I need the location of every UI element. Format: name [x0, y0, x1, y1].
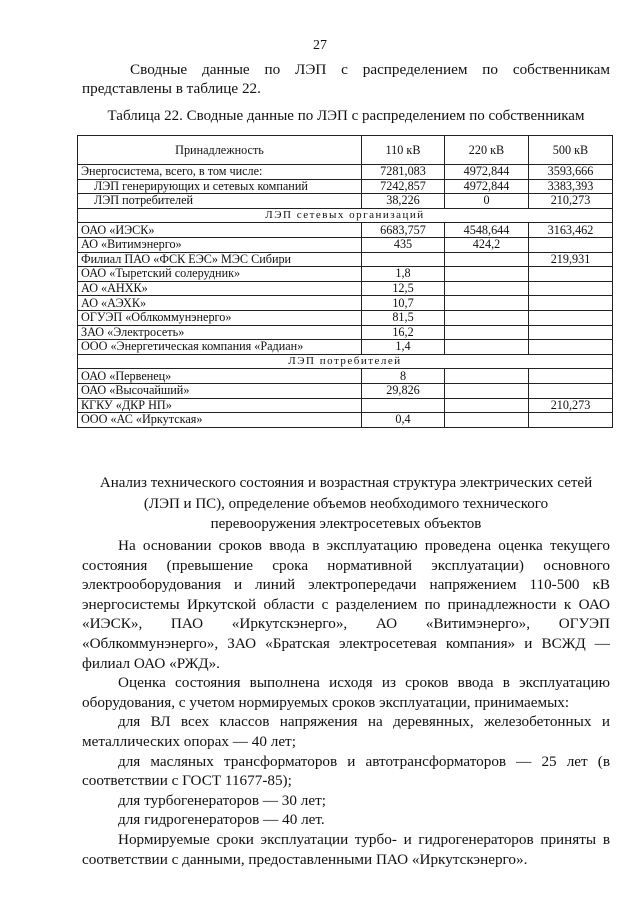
cell-220: [445, 267, 529, 282]
table-row: [78, 325, 613, 340]
table-row: [78, 296, 613, 311]
section-row: [78, 208, 613, 223]
cell-110: 38,226: [362, 194, 445, 209]
section-heading-line-1: Анализ технического состояния и возрастная структура электрических сетей: [99, 475, 593, 491]
cell-500: [529, 267, 613, 282]
table-header-row: [78, 136, 613, 165]
cell-500: 3163,462: [529, 223, 613, 238]
table-row: [78, 223, 613, 238]
row-name: ЛЭП генерирующих и сетевых компаний: [78, 179, 362, 194]
cell-110: 1,4: [362, 340, 445, 355]
cell-220: [445, 369, 529, 384]
cell-500: [529, 281, 613, 296]
cell-220: [445, 398, 529, 413]
cell-110: 7242,857: [362, 179, 445, 194]
cell-110: 10,7: [362, 296, 445, 311]
header-220kv: 220 кВ: [445, 136, 529, 165]
table-caption: Таблица 22. Сводные данные по ЛЭП с распределением по собственникам: [107, 108, 585, 124]
cell-500: [529, 296, 613, 311]
section-heading-line-2: (ЛЭП и ПС), определение объемов необходимого технического: [143, 495, 549, 512]
section-heading-line-3: перевооружения электросетевых объектов: [210, 516, 482, 532]
cell-110: [362, 252, 445, 267]
cell-220: [445, 413, 529, 428]
cell-110: 6683,757: [362, 223, 445, 238]
intro-line-1: Сводные данные по ЛЭП с распределением по собственникам: [130, 61, 610, 78]
row-name: ОАО «Высочайший»: [78, 383, 362, 398]
cell-220: [445, 281, 529, 296]
cell-110: 81,5: [362, 310, 445, 325]
cell-220: 4972,844: [445, 165, 529, 180]
row-name: ОГУЭП «Облкоммунэнерго»: [78, 310, 362, 325]
page-number: 27: [313, 38, 327, 53]
table-row: [78, 165, 613, 180]
cell-500: [529, 413, 613, 428]
section-consumers: ЛЭП потребителей: [78, 354, 613, 369]
cell-220: [445, 310, 529, 325]
row-name: ООО «АС «Иркутская»: [78, 413, 362, 428]
cell-500: 210,273: [529, 398, 613, 413]
header-110kv: 110 кВ: [362, 136, 445, 165]
row-name: Филиал ПАО «ФСК ЕЭС» МЭС Сибири: [78, 252, 362, 267]
ownership-table: [77, 135, 613, 428]
cell-500: [529, 237, 613, 252]
cell-110: [362, 398, 445, 413]
row-name: КГКУ «ДКР НП»: [78, 398, 362, 413]
table-row: [78, 194, 613, 209]
row-name: ЗАО «Электросеть»: [78, 325, 362, 340]
row-name: ОАО «Тыретский солерудник»: [78, 267, 362, 282]
cell-500: [529, 310, 613, 325]
row-name: АО «АНХК»: [78, 281, 362, 296]
header-500kv: 500 кВ: [529, 136, 613, 165]
cell-110: 1,8: [362, 267, 445, 282]
row-name: АО «Витимэнерго»: [78, 237, 362, 252]
row-name: ОАО «Первенец»: [78, 369, 362, 384]
intro-line-2: представлены в таблице 22.: [82, 80, 261, 97]
cell-220: [445, 296, 529, 311]
header-ownership: Принадлежность: [78, 136, 362, 165]
table-row: [78, 413, 613, 428]
cell-500: [529, 340, 613, 355]
row-name: Энергосистема, всего, в том числе:: [78, 165, 362, 180]
section-heading: [82, 473, 610, 535]
table-row: [78, 340, 613, 355]
intro-paragraph: [82, 60, 610, 98]
cell-220: [445, 325, 529, 340]
table-row: [78, 369, 613, 384]
body-text: [82, 536, 610, 869]
table-row: [78, 310, 613, 325]
row-name: АО «АЭХК»: [78, 296, 362, 311]
cell-110: 435: [362, 237, 445, 252]
cell-110: 29,826: [362, 383, 445, 398]
cell-500: [529, 383, 613, 398]
list-item-hydrogenerators: для гидрогенераторов — 40 лет.: [118, 811, 325, 829]
cell-220: 0: [445, 194, 529, 209]
table-row: [78, 398, 613, 413]
cell-220: [445, 383, 529, 398]
row-name: ОАО «ИЭСК»: [78, 223, 362, 238]
cell-220: [445, 252, 529, 267]
cell-500: [529, 369, 613, 384]
cell-110: 12,5: [362, 281, 445, 296]
list-item-transformers: для масляных трансформаторов и автотрансформаторов — 25 лет (в соответствии с ГОСТ 11677-85);: [82, 752, 610, 790]
cell-220: 4972,844: [445, 179, 529, 194]
list-item-turbogenerators: для турбогенераторов — 30 лет;: [118, 791, 326, 809]
cell-500: 219,931: [529, 252, 613, 267]
cell-220: 4548,644: [445, 223, 529, 238]
cell-500: [529, 325, 613, 340]
section-row: [78, 354, 613, 369]
row-name: ЛЭП потребителей: [78, 194, 362, 209]
cell-220: [445, 340, 529, 355]
cell-500: 3593,666: [529, 165, 613, 180]
cell-220: 424,2: [445, 237, 529, 252]
table-row: [78, 383, 613, 398]
cell-500: 3383,393: [529, 179, 613, 194]
cell-110: 0,4: [362, 413, 445, 428]
paragraph-assessment-basis: На основании сроков ввода в эксплуатацию проведена оценка текущего состояния (превышение срока нормативной эксплуатации) основного электрооборудования и линий электропередачи напряжением 110-500 кВ энергосистемы Иркутской области с разделением по принадлежности к ОАО «ИЭСК», ПАО «Иркутскэнерго», АО «Витимэнерго», ОГУЭП «Облкоммунэнерго», ЗАО «Братская электросетевая компания» и ВСЖД — филиал ОАО «РЖД».: [82, 537, 610, 672]
table-row: [78, 179, 613, 194]
table-row: [78, 267, 613, 282]
cell-500: 210,273: [529, 194, 613, 209]
cell-110: 7281,083: [362, 165, 445, 180]
table-row: [78, 281, 613, 296]
paragraph-assessment-method: Оценка состояния выполнена исходя из сроков ввода в эксплуатацию оборудования, с учетом нормируемых сроков эксплуатации, принимаемых:: [82, 674, 610, 711]
cell-110: 8: [362, 369, 445, 384]
table-row: [78, 252, 613, 267]
cell-110: 16,2: [362, 325, 445, 340]
table-row: [78, 237, 613, 252]
list-item-overhead-lines: для ВЛ всех классов напряжения на деревянных, железобетонных и металлических опорах — 40 лет;: [82, 713, 610, 750]
paragraph-generator-terms: Нормируемые сроки эксплуатации турбо- и гидрогенераторов приняты в соответствии с данными, предоставленными ПАО «Иркутскэнерго».: [82, 830, 610, 868]
row-name: ООО «Энергетическая компания «Радиан»: [78, 340, 362, 355]
section-network-organizations: ЛЭП сетевых организаций: [78, 208, 613, 223]
